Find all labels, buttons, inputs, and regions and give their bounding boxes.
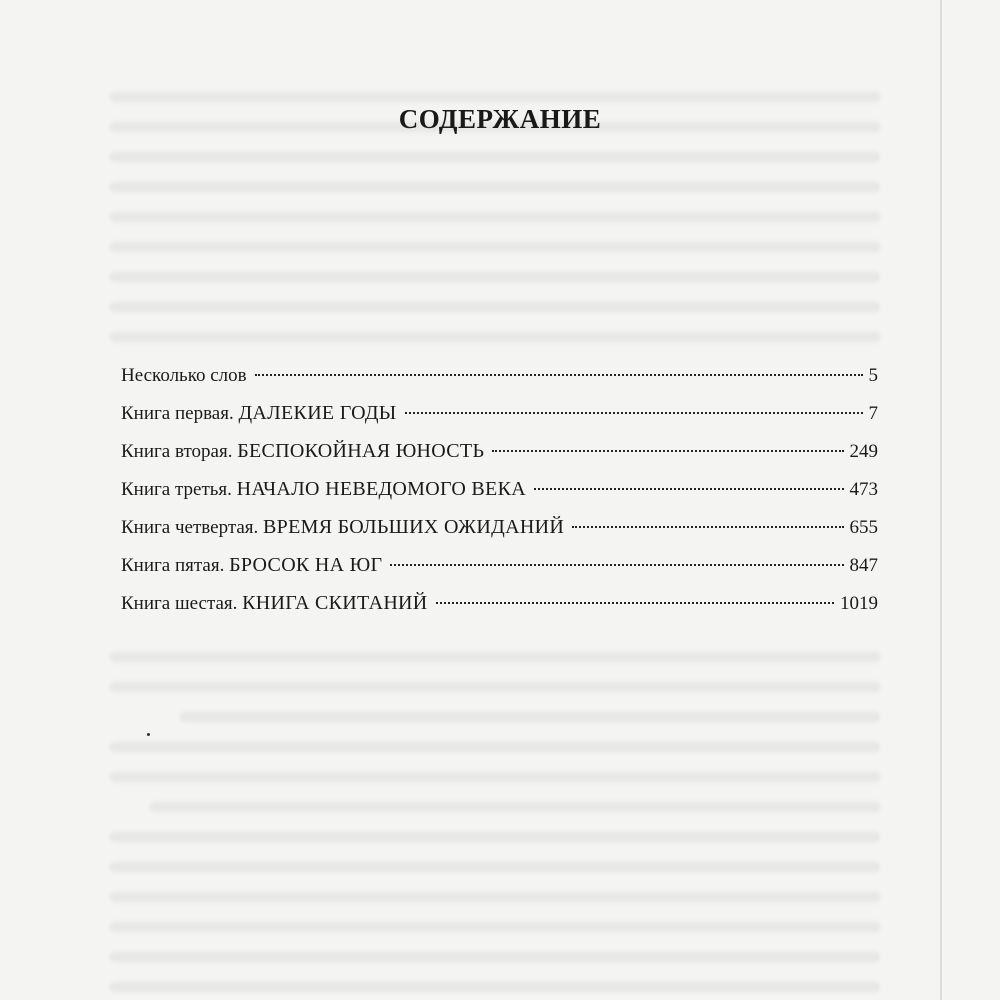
- toc-entry[interactable]: [121, 592, 878, 630]
- bleed-through-line: [110, 212, 880, 222]
- toc-book-title: НАЧАЛО НЕВЕДОМОГО ВЕКА: [236, 478, 526, 500]
- toc-book-number: Книга четвертая.: [121, 517, 264, 538]
- toc-page-number: 7: [868, 403, 878, 424]
- bleed-through-line: [180, 712, 880, 722]
- bleed-through-line: [110, 302, 880, 312]
- toc-book-number: Книга пятая.: [121, 555, 230, 576]
- toc-book-number: Несколько слов: [121, 365, 247, 386]
- bleed-through-line: [110, 862, 880, 872]
- toc-leader-dots: [492, 450, 843, 452]
- bleed-through-line: [110, 892, 880, 902]
- table-of-contents: [121, 364, 878, 630]
- toc-book-number: Книга первая.: [121, 403, 239, 424]
- toc-entry[interactable]: [121, 440, 878, 478]
- bleed-through-line: [110, 772, 880, 782]
- toc-entry-label: [121, 402, 397, 425]
- bleed-through-line: [110, 982, 880, 992]
- bleed-through-line: [110, 152, 880, 162]
- toc-leader-dots: [436, 602, 834, 604]
- toc-book-title: ДАЛЕКИЕ ГОДЫ: [238, 402, 397, 424]
- bleed-through-line: [110, 332, 880, 342]
- toc-book-title: ВРЕМЯ БОЛЬШИХ ОЖИДАНИЙ: [263, 516, 565, 538]
- toc-leader-dots: [255, 374, 863, 376]
- bleed-through-line: [110, 922, 880, 932]
- toc-page-number: 655: [849, 517, 878, 538]
- toc-book-title: БЕСПОКОЙНАЯ ЮНОСТЬ: [237, 440, 485, 462]
- toc-page-number: 249: [849, 441, 878, 462]
- toc-book-number: Книга шестая.: [121, 593, 243, 614]
- toc-page-number: 1019: [840, 593, 878, 614]
- toc-entry-label: [121, 364, 247, 387]
- toc-leader-dots: [572, 526, 843, 528]
- toc-book-number: Книга вторая.: [121, 441, 238, 462]
- toc-leader-dots: [534, 488, 844, 490]
- page-title: СОДЕРЖАНИЕ: [398, 104, 602, 135]
- bleed-through-line: [110, 832, 880, 842]
- bleed-through-line: [110, 92, 880, 102]
- bleed-through-line: [110, 952, 880, 962]
- bleed-through-line: [150, 802, 880, 812]
- toc-entry-label: [121, 554, 382, 577]
- toc-entry[interactable]: [121, 402, 878, 440]
- toc-page-number: 473: [849, 479, 878, 500]
- toc-page-number: 5: [868, 365, 878, 386]
- bleed-through-line: [110, 182, 880, 192]
- toc-book-title: КНИГА СКИТАНИЙ: [242, 592, 428, 614]
- toc-book-number: Книга третья.: [121, 479, 237, 500]
- toc-entry-label: [121, 440, 484, 463]
- page-edge: [940, 0, 942, 1000]
- toc-entry[interactable]: [121, 478, 878, 516]
- bleed-through-line: [110, 242, 880, 252]
- toc-leader-dots: [390, 564, 843, 566]
- bleed-through-line: [110, 652, 880, 662]
- bleed-through-line: [110, 682, 880, 692]
- toc-entry-label: [121, 478, 526, 501]
- toc-page-number: 847: [849, 555, 878, 576]
- bleed-through-line: [110, 272, 880, 282]
- ink-speck: [147, 733, 150, 736]
- toc-entry-label: [121, 592, 428, 615]
- toc-book-title: БРОСОК НА ЮГ: [229, 554, 383, 576]
- toc-entry[interactable]: [121, 554, 878, 592]
- toc-entry[interactable]: [121, 364, 878, 402]
- toc-entry[interactable]: [121, 516, 878, 554]
- toc-leader-dots: [405, 412, 863, 414]
- toc-entry-label: [121, 516, 564, 539]
- bleed-through-line: [110, 742, 880, 752]
